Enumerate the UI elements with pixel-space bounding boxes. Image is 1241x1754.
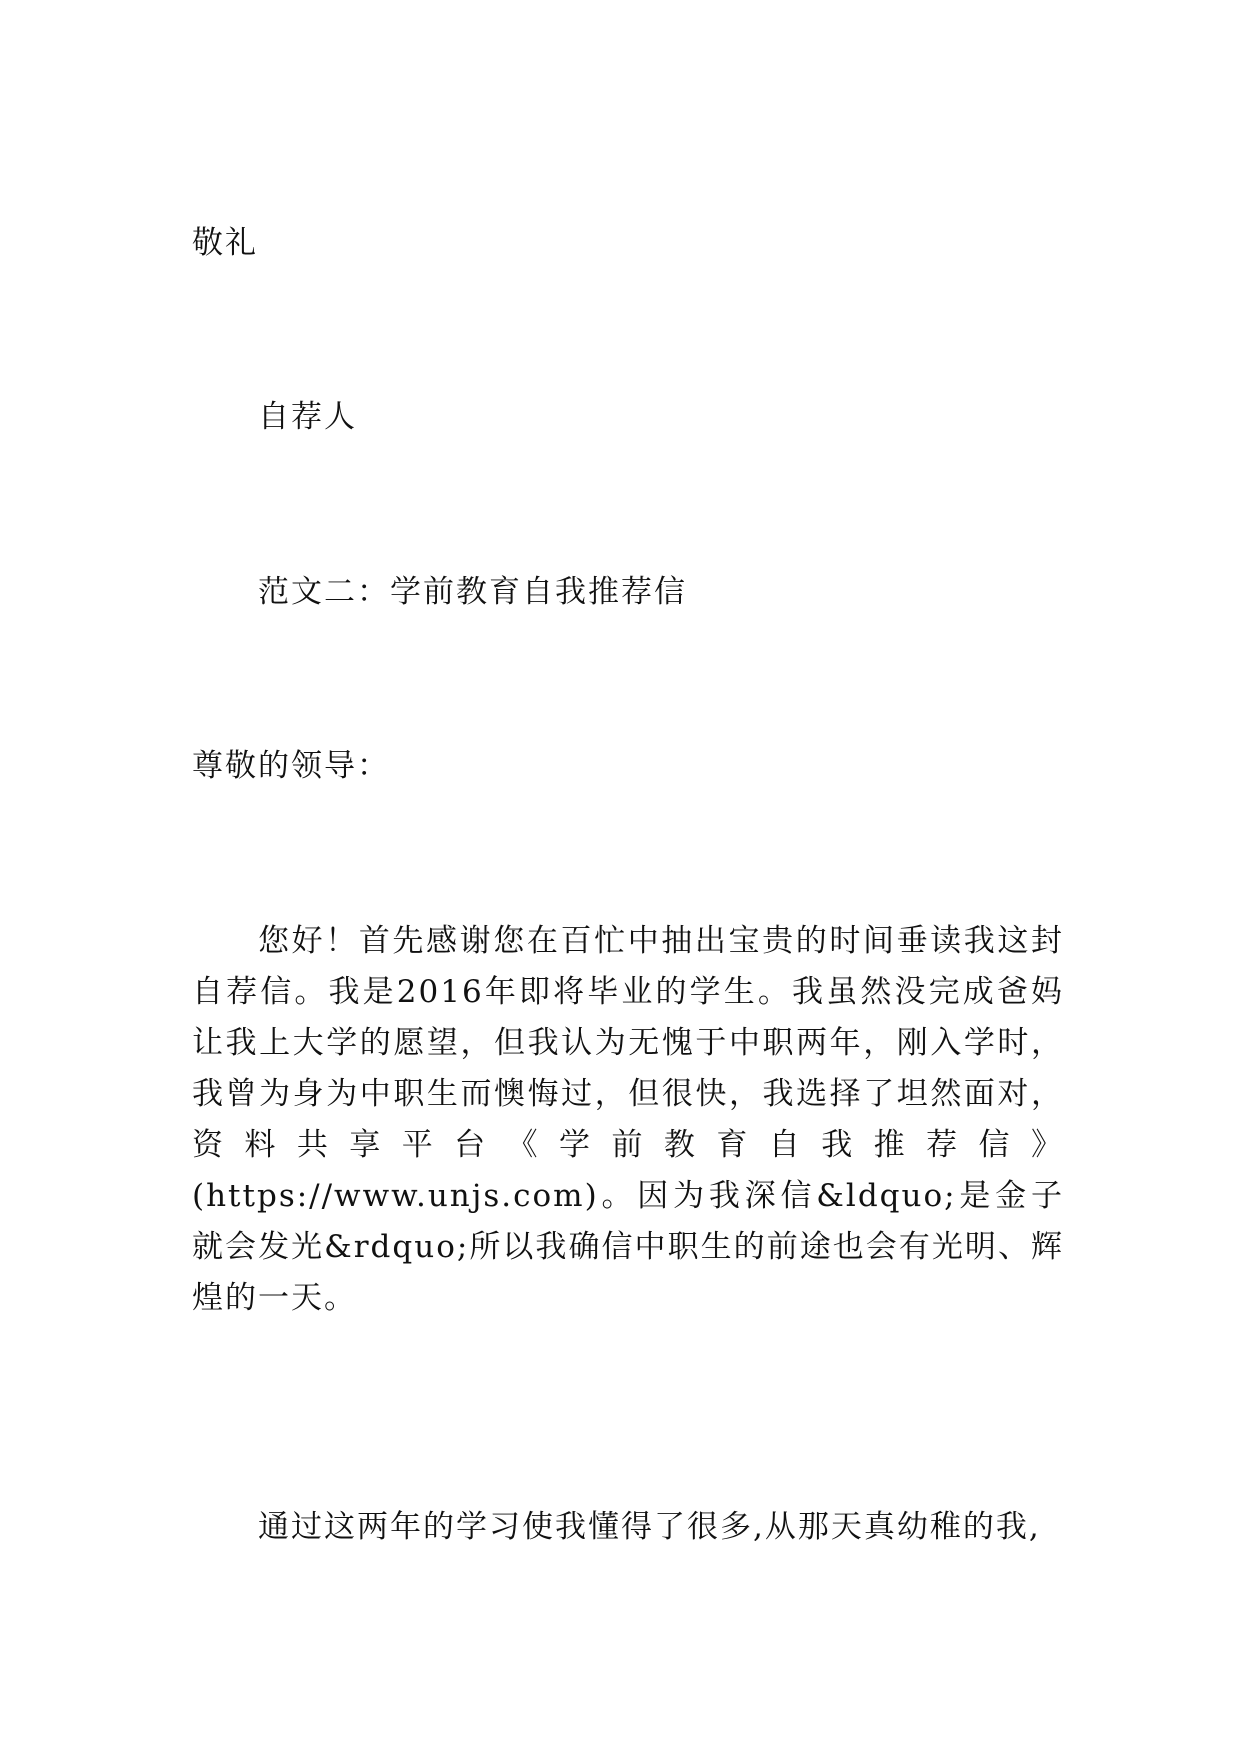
body-paragraph-1: [192, 916, 1064, 1324]
signature-text: 自荐人: [258, 399, 357, 435]
salutation-text: 尊敬的领导：: [192, 748, 390, 784]
paragraph-text: 通过这两年的学习使我懂得了很多,从那天真幼稚的我,: [258, 1509, 1041, 1545]
paragraph-text: 您好！首先感谢您在百忙中抽出宝贵的时间垂读我这封自荐信。我是2016年即将毕业的学生。我虽然没完成爸妈让我上大学的愿望，但我认为无愧于中职两年，刚入学时，我曾为身为中职生而懊悔过，但很快，我选择了坦然面对，资料共享平台《学前教育自我推荐信》(https://www.unjs.com)。因为我深信&ldquo;是金子就会发光&rdquo;所以我确信中职生的前途也会有光明、辉煌的一天。: [192, 923, 1064, 1316]
closing-text: 敬礼: [192, 225, 258, 261]
section-title: 范文二：学前教育自我推荐信: [258, 574, 687, 610]
body-paragraph-2: [192, 1502, 1064, 1553]
